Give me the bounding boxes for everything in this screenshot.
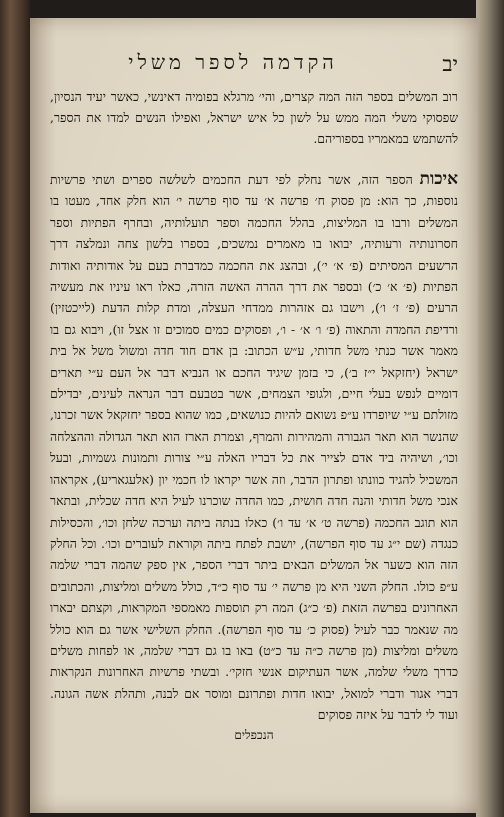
trailing-word: הנכפלים	[234, 727, 274, 742]
main-paragraph	[50, 169, 458, 726]
intro-paragraph: רוב המשלים בספר הזה המה קצרים, והי׳ מרגלא בפומיה דאינשי, כאשר יעיד הנסיון, שפסוקי משלי המה ממש על לשון כל איש ישראל, ואפילו הנשים למדו את הספר, להשתמש במאמריו בספוריהם.	[50, 89, 458, 146]
page-body	[50, 86, 458, 743]
book-binding	[0, 0, 30, 817]
running-title: הקדמה לספר משלי	[128, 50, 338, 74]
opening-word: איכות	[419, 169, 458, 189]
page-header	[48, 50, 458, 80]
main-paragraph-body: הספר הזה, אשר נחלק לפי דעת החכמים לשלשה ספרים ושתי פרשיות נוספות, כך הוא: מן פסוק ח׳ פרשה א׳ עד סוף פרשה י׳ הוא חלק אחד, מעטו בו המשלים ורבו בו המליצות, בהלל החכמה וספר תועלותיה, ובחרף הפתיות וספר חסרונותיה ורעותיה, יבואו בו מאמרים נמשכים, בספרו בלשון צחה ונמלצה דרך הרשעים המסיתים (פ׳ א׳ י׳), ובהצג את החכמה כמדברת בעם על אודותיה ואודות הפתיות (פ׳ א׳ כ׳) ובספר את דרך ההרה האשה הזרה, כאלו ראו עיניו את מעשיה הרעים (פ׳ ז׳ ו׳), וישבו גם אזהרות ממדחי העצלה, ומדת קלות הדעת (לייכטזין) ורדיפת החמדה והתאוה (פ׳ ו׳ א׳ - ו׳, ופסוקים כמים סמוכים זו אצל זו), ויבוא גם בו מאמר אשר כנתי משל חדותי, ע״ש הכתוב: בן אדם חוד חדה ומשול משל אל בית ישראל (יחזקאל י״ז ב׳), כי בזמן שיגיד החכם או הנביא דבר אל העם ע״י תארים דומיים לנפש בעלי חיים, ולגופי הצמחים, אשר בטבעם דבר הנראה לעינים, יבדילם מזולתם ע״י שיופרדו ע״פ נשואם להיות כנושאים, כמו שהוא בספר יחזקאל אשר זכרנו, שהנשר הוא תאר הגבורה והמהירות והמרף, וצמרת הארז הוא תאר הגדולה וההצלחה וכו׳, ושיהיה ביד אדם לצייר את כל דבריו האלה ע״י צורות ותמונות גשמיות, ובעל המשכיל להגיד כוונתו ופתרון הדבר, וזה אשר יקראו לו חכמי יון (אלעגאריע), אקראהו אנכי משל חדותי והנה חדה חושית, כמו החדה שוכרנו לעיל היא חדה שכלית, ובתאר הוא תוגב החכמה (פרשה ט׳ א׳ עד ו׳) כאלו בנתה ביתה וערכה שלחן וכו׳, והכסילות כנגדה (שם י״ג עד סוף הפרשה), יושבת לפתח ביתה וקוראת לעוברים וכו׳. וכל החלק הזה הוא כשער אל המשלים הבאים ביתר דברי הספר, אין ספק שהמה דברי שלמה ע״פ כולו. החלק השני היא מן פרשה י׳ עד סוף כ״ד, כולל משלים ומליצות, והכתובים האחרונים בפרשה הזאת (פ׳ כ״ג) המה רק תוספות מאמספי המקראות, וקצתם יבארו מה שנאמר כבר לעיל (פסוק כ׳ עד סוף הפרשה). החלק השלישי אשר גם הוא כולל משלים ומליצות (מן פרשה כ״ה עד כ״ט) באו בו גם דברי שלמה, או לפחות משלים כדרך משלי שלמה, אשר העתיקום אנשי חזקי׳. ובשתי פרשיות האחרונות הנקראות דברי אגור ודברי למואל, יבואו חדות ופתרונם ומוסר אם לבנה, ותהלת אשה הגונה. ועוד לי לדבר על איזה פסוקים	[50, 172, 458, 723]
page-number: יב	[442, 52, 458, 76]
page-edge	[476, 0, 504, 817]
